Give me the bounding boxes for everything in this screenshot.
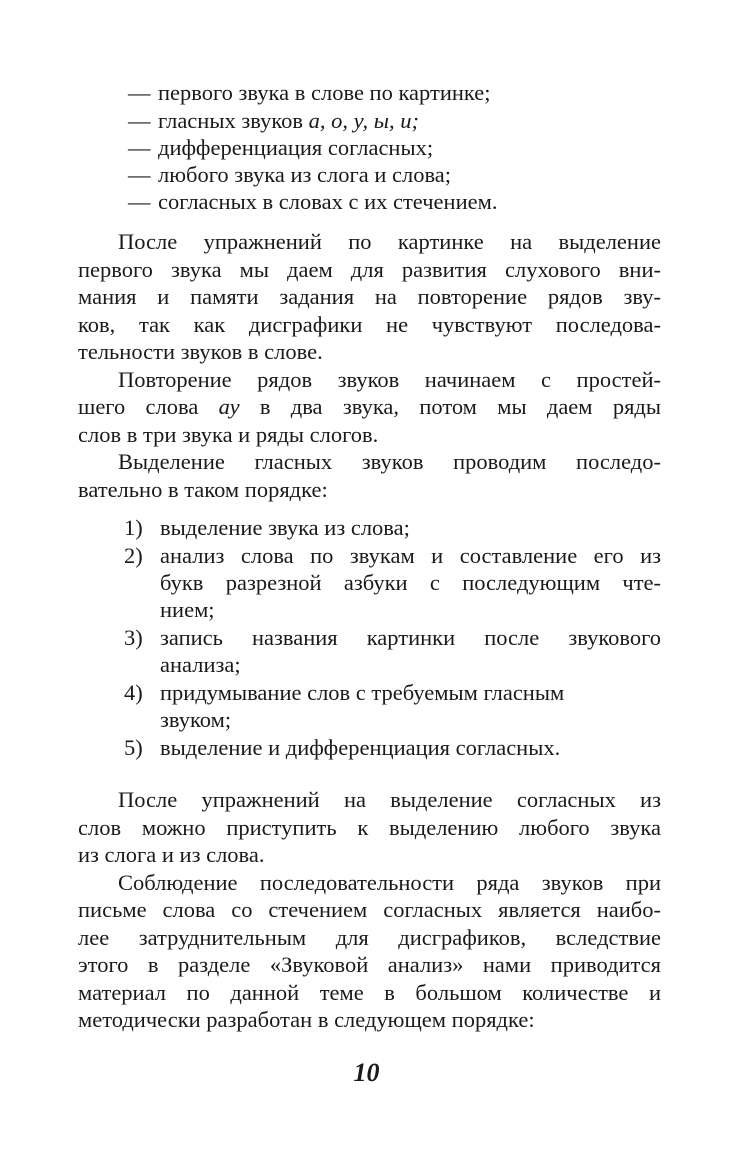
dash-item-text: согласных в словах с их стечением. [158,189,498,214]
paragraph-line: Соблюдение последовательности ряда звуков при [118,870,661,895]
item-number: 4) [124,680,143,705]
item-continuation: звуком; [160,707,232,732]
dash-item [128,134,433,162]
paragraph-text: в два звука, потом мы даем ряды [239,394,661,419]
paragraph-line: методически разработан в следующем порядке: [78,1007,535,1032]
paragraph-line: После упражнений на выделение согласных из [118,787,661,812]
paragraph-line: письме слова со стечением согласных является наибо- [78,897,661,922]
item-text: выделение и дифференциация согласных. [160,735,561,760]
paragraph-line: ков, так как дисграфики не чувствуют последова- [78,312,661,337]
numbered-item [124,542,661,570]
item-continuation: букв разрезной азбуки с последующим чте- [160,570,661,595]
paragraph-line: слов в три звука и ряды слогов. [78,422,379,447]
numbered-item [124,679,564,707]
paragraph-line: лее затруднительным для дисграфиков, вследствие [78,925,661,950]
numbered-item [124,734,560,762]
paragraph-line: слов можно приступить к выделению любого звука [78,815,661,840]
dash-item-text: первого звука в слове по картинке; [158,80,491,105]
dash-marker: — [128,108,151,133]
item-text: выделение звука из слова; [160,515,410,540]
dash-item [128,161,451,189]
item-number: 3) [124,625,143,650]
dash-item-text: любого звука из слога и слова; [158,162,452,187]
dash-marker: — [128,80,151,105]
paragraph-line: вательно в таком порядке: [78,477,328,502]
page-number: 10 [353,1058,380,1087]
paragraph-line: После упражнений по картинке на выделение [118,229,661,254]
item-number: 1) [124,515,143,540]
dash-item [128,188,497,216]
numbered-item [124,624,661,652]
dash-item-italic: а, о, у, ы, и; [308,108,419,133]
item-text: придумывание слов с требуемым гласным [160,680,565,705]
paragraph-line: материал по данной теме в большом количестве и [78,980,661,1005]
dash-marker: — [128,189,151,214]
dash-item [128,79,491,107]
dash-item [128,107,419,135]
dash-item-text: гласных звуков [158,108,309,133]
paragraph-line: из слога и из слова. [78,842,265,867]
item-number: 5) [124,735,143,760]
dash-marker: — [128,162,151,187]
paragraph-text: шего слова [78,394,219,419]
paragraph-line: этого в разделе «Звуковой анализ» нами приводится [78,952,661,977]
paragraph-italic: ау [218,394,240,419]
paragraph-line: Повторение рядов звуков начинаем с простей- [118,367,661,392]
item-continuation: анализа; [160,652,241,677]
item-text: анализ слова по звукам и составление его из [160,543,661,568]
numbered-item [124,514,410,542]
paragraph-line: Выделение гласных звуков проводим последо- [118,449,661,474]
item-continuation: нием; [160,597,215,622]
paragraph-line: тельности звуков в слове. [78,339,323,364]
paragraph-line: первого звука мы даем для развития слухового вни- [78,257,661,282]
dash-item-text: дифференциация согласных; [158,135,434,160]
item-number: 2) [124,543,143,568]
dash-marker: — [128,135,151,160]
paragraph-line [78,393,661,421]
item-text: запись названия картинки после звукового [160,625,661,650]
paragraph-line: мания и памяти задания на повторение рядов зву- [78,284,661,309]
